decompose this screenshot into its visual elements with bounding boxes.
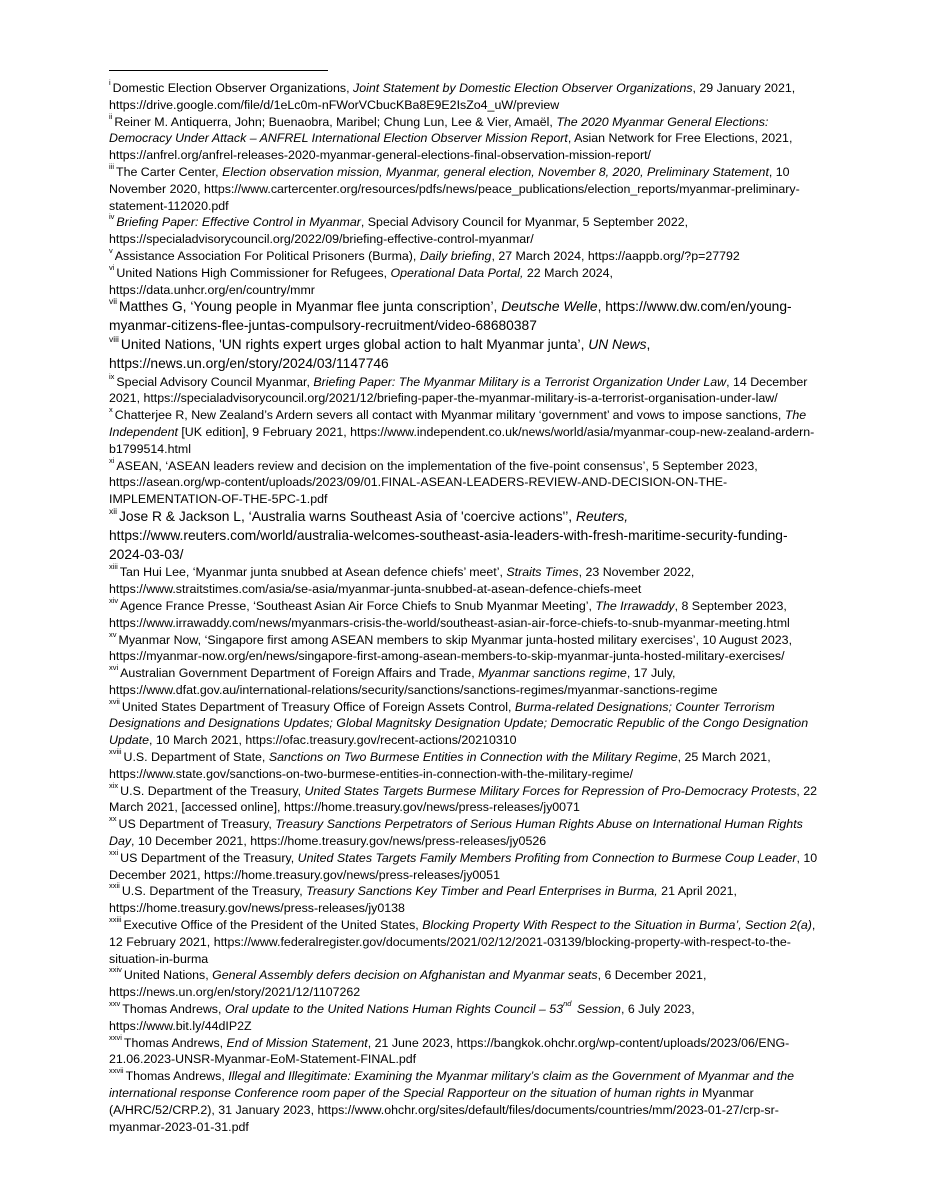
footnote-text: , 10 November 2020, https://www.cartercenter.org/resources/pdfs/news/peace_publications/election_reports/myanmar-preliminary-statement-112020.pdf <box>109 164 800 213</box>
footnote <box>109 629 821 666</box>
footnote-title-text: Treasury Sanctions Key Timber and Pearl Enterprises in Burma, <box>306 884 658 899</box>
footnote <box>109 816 821 850</box>
footnote-text: 22 March 2024, https://data.unhcr.org/en/country/mmr <box>109 265 613 297</box>
footnote-text: , 29 January 2021, https://drive.google.com/file/d/1eLc0m-nFWorVCbucKBa8E9E2IsZo4_uW/preview <box>109 81 796 112</box>
footnote <box>109 505 821 564</box>
footnote-number: iii <box>109 161 114 171</box>
footnote-title-text: The Independent <box>109 408 807 439</box>
footnote-text: , 25 March 2021, https://www.state.gov/sanctions-on-two-burmese-entities-in-connection-with-the-military-regime/ <box>109 750 771 781</box>
footnote <box>109 917 821 967</box>
footnote-text: U.S. Department of the Treasury, <box>120 783 305 798</box>
footnote-text: [UK edition], 9 February 2021, https://www.independent.co.uk/news/world/asia/myanmar-coup-new-zealand-ardern-b1799514.html <box>109 424 815 456</box>
footnote-text: US Department of the Treasury, <box>120 850 298 865</box>
footnote <box>109 883 821 917</box>
footnote-text: , https://www.dw.com/en/young-myanmar-citizens-flee-juntas-compulsory-recruitment/video-68680387 <box>109 299 792 334</box>
footnote-text: United Nations High Commissioner for Refugees, <box>116 265 391 280</box>
footnote <box>109 665 821 699</box>
footnote-text: , 23 November 2022, https://www.straitstimes.com/asia/se-asia/myanmar-junta-snubbed-at-asean-defence-chiefs-meet <box>109 565 695 597</box>
footnote-number: v <box>109 245 113 255</box>
footnote <box>109 1068 821 1135</box>
footnote-title-text: UN News <box>588 336 647 352</box>
footnote <box>109 80 821 114</box>
footnote-text: Matthes G, ‘Young people in Myanmar flee junta conscription’, <box>119 299 502 315</box>
footnote-number: xxii <box>109 881 120 891</box>
footnote-text: , 10 December 2021, https://home.treasury.gov/news/press-releases/jy0526 <box>131 834 547 849</box>
footnote-text: United Nations, <box>123 968 213 983</box>
footnote-text: Jose R & Jackson L, ‘Australia warns Southeast Asia of 'coercive actions'’, <box>119 508 576 524</box>
footnote-text: , https://news.un.org/en/story/2024/03/1147746 <box>109 336 651 371</box>
footnote <box>109 967 821 1001</box>
footnote-title-text: Burma-related Designations; Counter Terrorism Designations and Designations Updates; Global Magnitsky Designation Update; Democratic Republic of the Congo Designation Update <box>109 699 809 748</box>
footnote-text: , 10 December 2021, https://home.treasury.gov/news/press-releases/jy0051 <box>109 850 818 882</box>
footnote <box>109 1032 821 1069</box>
footnote-number: xvii <box>109 696 120 706</box>
footnote <box>109 371 821 408</box>
footnote-text: Myanmar Now, ‘Singapore first among ASEAN members to skip Myanmar junta-hosted military exercises’, 10 August 2023, https://myanmar-now.org/en/news/singapore-first-among-asean-members-to-skip-myanmar-junta-hosted-military-exercises/ <box>109 632 793 664</box>
footnote-text: U.S. Department of the Treasury, <box>121 884 307 899</box>
footnote <box>109 847 821 884</box>
footnote-number: xxi <box>109 847 119 857</box>
footnote-title-text: Operational Data Portal, <box>390 265 524 280</box>
footnote-number: xviii <box>109 747 122 757</box>
footnote <box>109 298 821 336</box>
footnote-title-text: Sanctions on Two Burmese Entities in Connection with the Military Regime <box>268 750 678 765</box>
footnote-number: xv <box>109 629 117 639</box>
footnote-text: Special Advisory Council Myanmar, <box>116 374 314 389</box>
footnote-text: Domestic Election Observer Organizations, <box>112 81 354 95</box>
footnote-text: Thomas Andrews, <box>123 1035 227 1050</box>
footnote-number: xxv <box>109 999 121 1009</box>
footnote-number: xxvi <box>109 1032 122 1042</box>
footnote-number: xxvii <box>109 1066 124 1076</box>
footnote-text: Australian Government Department of Foreign Affairs and Trade, <box>120 666 479 681</box>
footnote-number: i <box>109 78 111 87</box>
footnote-number: xiii <box>109 562 118 572</box>
footnote-text: Thomas Andrews, <box>125 1069 229 1084</box>
footnote-title-text: Reuters, <box>575 508 629 524</box>
footnote-number: xxiii <box>109 915 122 925</box>
footnote-number: vi <box>109 262 115 272</box>
footnote-text: Agence France Presse, ‘Southeast Asian Air Force Chiefs to Snub Myanmar Meeting’, <box>120 598 596 613</box>
footnote-title-text: The Irrawaddy <box>595 598 675 613</box>
footnote <box>109 696 821 749</box>
footnote-text: U.S. Department of State, <box>123 750 269 765</box>
footnote-title-text: End of Mission Statement <box>226 1035 368 1050</box>
footnote <box>109 1001 821 1035</box>
footnote-separator <box>109 70 328 71</box>
footnote <box>109 455 821 508</box>
footnote <box>109 161 821 214</box>
footnote-text: Assistance Association For Political Prisoners (Burma), <box>114 248 420 263</box>
footnote-number: xxiv <box>109 965 122 975</box>
footnote <box>109 262 821 299</box>
footnote-title-text: Treasury Sanctions Perpetrators of Serious Human Rights Abuse on International Human Rights Day <box>109 817 803 849</box>
footnote <box>109 564 821 598</box>
footnote-text: 21 April 2021, https://home.treasury.gov/news/press-releases/jy0138 <box>109 884 737 916</box>
footnote-title-text: Blocking Property With Respect to the Situation in Burma’, Section 2(a) <box>422 918 812 933</box>
footnote-number: ix <box>109 371 115 381</box>
footnote-text: https://www.reuters.com/world/australia-welcomes-southeast-asia-leaders-with-fresh-maritime-security-funding-2024-03-03/ <box>109 527 788 562</box>
footnote-title-text: Briefing Paper: The Myanmar Military is a Terrorist Organization Under Law <box>313 374 727 389</box>
footnote <box>109 111 821 164</box>
footnote-text: , 8 September 2023, https://www.irrawaddy.com/news/myanmars-crisis-the-world/southeast-asian-air-force-chiefs-to-snub-myanmar-meeting.html <box>109 598 790 630</box>
footnote-title-text: Joint Statement by Domestic Election Observer Organizations <box>353 81 693 95</box>
footnote-number: viii <box>109 333 119 344</box>
footnote-text: ASEAN, ‘ASEAN leaders review and decision on the implementation of the five-point consensus’, 5 September 2023, https://asean.org/wp-content/uploads/2023/09/01.FINAL-ASEAN-LEADERS-REVIEW-AND-DECISION-ON-THE-IMPLEMENTATION-OF-THE-5PC-1.pdf <box>109 458 758 507</box>
footnote-text: , 17 July, https://www.dfat.gov.au/international-relations/security/sanctions/sanctions-regimes/myanmar-sanctions-regime <box>109 666 718 697</box>
footnote-number: xix <box>109 780 119 790</box>
footnote-title-text: United States Targets Burmese Military Forces for Repression of Pro-Democracy Protests <box>304 783 797 798</box>
footnote-text: United States Department of Treasury Office of Foreign Assets Control, <box>121 699 515 714</box>
footnote-number: xiv <box>109 595 119 605</box>
footnote-number: xx <box>109 814 117 824</box>
footnote-text: , 6 July 2023, https://www.bit.ly/44dIP2Z <box>109 1002 695 1033</box>
footnote-number: xvi <box>109 663 119 673</box>
footnote-text: , 22 March 2021, [accessed online], https://home.treasury.gov/news/press-releases/jy0071 <box>109 783 818 815</box>
footnote <box>109 749 821 783</box>
footnotes-list <box>109 80 821 1135</box>
footnote-text: , 6 December 2021, https://news.un.org/en/story/2021/12/1107262 <box>109 968 707 1000</box>
footnote-title-text: The 2020 Myanmar General Elections: Democracy Under Attack – ANFREL International Election Observer Mission Report <box>109 114 769 146</box>
footnote-title-text: General Assembly defers decision on Afghanistan and Myanmar seats <box>212 968 598 983</box>
footnote-title-text: Illegal and Illegitimate: Examining the Myanmar military’s claim as the Government of Myanmar and the international response Conference room paper of the Special Rapporteur on the situation of human rights in <box>109 1069 795 1101</box>
footnote-title-text: United States Targets Family Members Profiting from Connection to Burmese Coup Leader <box>297 850 797 865</box>
footnote-text: Chatterjee R, New Zealand’s Ardern severs all contact with Myanmar military ‘government’ and vows to impose sanctions, <box>114 408 785 423</box>
footnote-title-text: Session <box>573 1002 621 1017</box>
footnote-text: , 27 March 2024, https://aappb.org/?p=27792 <box>491 248 740 263</box>
footnote-title-text: Straits Times <box>506 565 579 580</box>
footnote-number: x <box>109 405 113 415</box>
footnote-title-text: Oral update to the United Nations Human Rights Council – 53 <box>224 1002 564 1017</box>
footnote-number: ii <box>109 111 113 121</box>
footnote-number: vii <box>109 296 118 307</box>
footnote-text: , 12 February 2021, https://www.federalregister.gov/documents/2021/02/12/2021-03139/blocking-property-with-respect-to-the-situation-in-burma <box>109 918 816 966</box>
footnote-text: Tan Hui Lee, ‘Myanmar junta snubbed at Asean defence chiefs’ meet’, <box>119 565 507 580</box>
footnote-text: , Asian Network for Free Elections, 2021, https://anfrel.org/anfrel-releases-2020-myanmar-general-elections-final-observation-mission-report/ <box>109 131 793 163</box>
footnote-text: United Nations, 'UN rights expert urges global action to halt Myanmar junta’, <box>120 336 589 352</box>
footnote-title-text: Election observation mission, Myanmar, general election, November 8, 2020, Preliminary Statement <box>222 164 769 179</box>
footnote-text: Myanmar (A/HRC/52/CRP.2), 31 January 2023, https://www.ohchr.org/sites/default/files/documents/countries/mm/2023-01-27/crp-sr-myanmar-2023-01-31.pdf <box>109 1086 779 1134</box>
footnote-text: , 14 December 2021, https://specialadvisorycouncil.org/2021/12/briefing-paper-the-myanmar-military-is-a-terrorist-organisation-under-law/ <box>109 374 808 406</box>
footnote-text: The Carter Center, <box>116 164 223 179</box>
footnote <box>109 595 821 632</box>
footnote <box>109 245 821 265</box>
footnote-number: iv <box>109 212 115 222</box>
footnote-text: Reiner M. Antiquerra, John; Buenaobra, Maribel; Chung Lun, Lee & Vier, Amaël, <box>114 114 557 129</box>
footnote-title-text: Myanmar sanctions regime <box>478 666 627 681</box>
footnote <box>109 407 821 457</box>
footnote-text: , 10 March 2021, https://ofac.treasury.gov/recent-actions/20210310 <box>148 733 517 748</box>
footnote <box>109 333 821 374</box>
footnote-number: xii <box>109 505 118 516</box>
footnote <box>109 214 821 248</box>
footnote-text: US Department of Treasury, <box>118 817 276 832</box>
footnote-text: Executive Office of the President of the United States, <box>123 918 423 933</box>
footnote-title-text: Deutsche Welle <box>501 299 598 315</box>
footnote-title-text: Briefing Paper: Effective Control in Myanmar <box>116 215 361 230</box>
footnote-text: Thomas Andrews, <box>122 1002 225 1017</box>
footnote <box>109 780 821 817</box>
footnote-title-text: Daily briefing <box>419 248 492 263</box>
footnote-text: , Special Advisory Council for Myanmar, 5 September 2022, https://specialadvisorycouncil.org/2022/09/briefing-effective-control-myanmar/ <box>109 215 689 247</box>
footnote-text: , 21 June 2023, https://bangkok.ohchr.org/wp-content/uploads/2023/06/ENG-21.06.2023-UNSR-Myanmar-EoM-Statement-FINAL.pdf <box>109 1035 790 1067</box>
footnote-title-text: nd <box>563 999 572 1009</box>
footnote-number: xi <box>109 455 115 465</box>
